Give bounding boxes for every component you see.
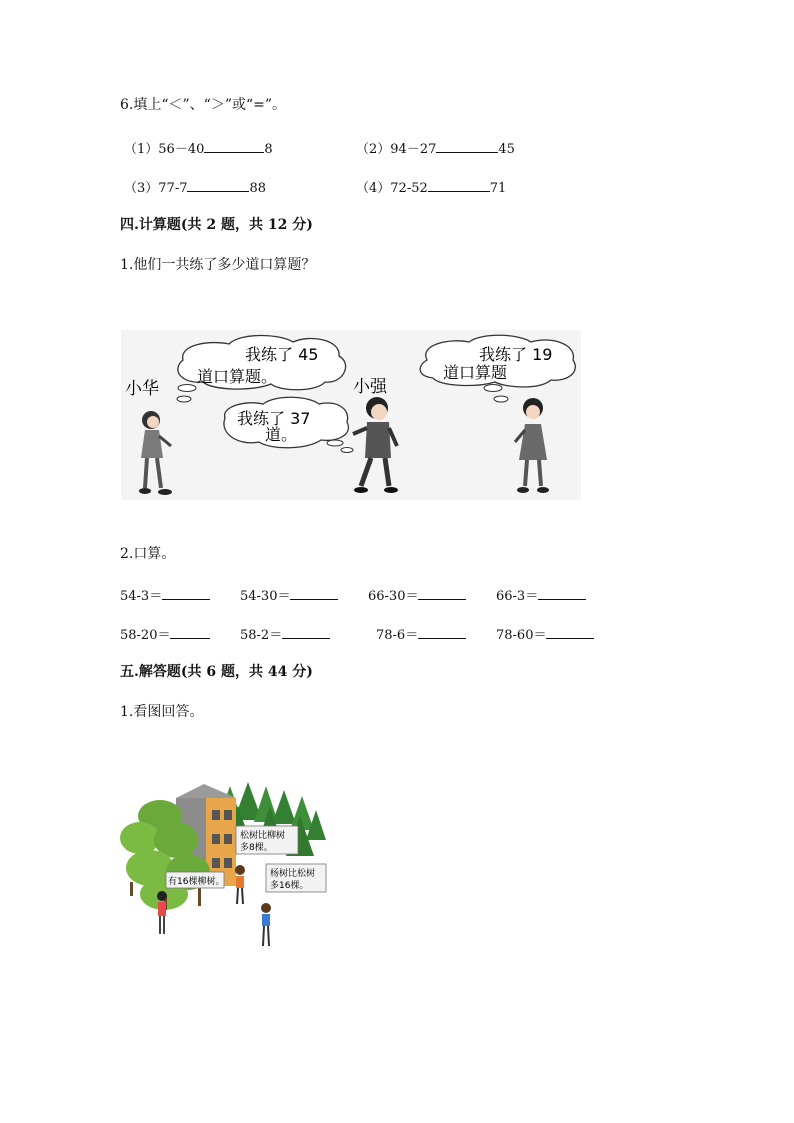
oral-calc-6 (240, 624, 330, 645)
section-5-heading: 五.解答题(共 6 题，共 44 分) (120, 664, 313, 680)
oral-calc-7-expression: 78-6＝ (376, 628, 419, 643)
bubble-right-line2: 道口算题 (443, 363, 508, 382)
section-5-question-1-title: 1.看图回答。 (120, 704, 204, 720)
oral-calc-4 (496, 585, 586, 606)
oral-calc-5 (120, 624, 210, 645)
compare-item-3-value: 88 (249, 181, 267, 196)
compare-item-4 (356, 177, 506, 198)
practice-count-illustration (121, 330, 581, 500)
bubble-middle-line1: 我练了 37 (237, 409, 311, 428)
oral-calc-2-blank[interactable] (290, 585, 338, 600)
compare-item-1 (124, 138, 273, 159)
compare-item-4-expression: （4）72-52 (356, 181, 428, 196)
bubble-pine-line1: 松树比柳树 (240, 831, 286, 841)
oral-calc-3 (368, 585, 466, 606)
section-4-question-2-title: 2.口算。 (120, 546, 176, 562)
oral-calc-3-expression: 66-30＝ (368, 589, 419, 604)
bubble-right-line1: 我练了 19 (479, 345, 553, 364)
compare-item-4-value: 71 (489, 181, 507, 196)
compare-item-1-value: 8 (264, 142, 273, 157)
compare-item-3 (124, 177, 266, 198)
bubble-left-line2: 道口算题。 (197, 367, 278, 386)
oral-calc-1 (120, 585, 210, 606)
oral-calc-1-expression: 54-3＝ (120, 589, 163, 604)
compare-item-2-expression: （2）94－27 (356, 142, 437, 157)
bubble-poplar-line2: 多16棵。 (270, 881, 309, 891)
section-4-heading: 四.计算题(共 2 题，共 12 分) (120, 217, 313, 233)
child-boy-right (261, 903, 271, 946)
section-4-question-1-title: 1.他们一共练了多少道口算题？ (120, 257, 316, 273)
oral-calc-5-blank[interactable] (170, 624, 210, 639)
compare-item-4-blank[interactable] (428, 177, 490, 192)
question-6-title: 6.填上“＜”、“＞”或“=”。 (120, 97, 287, 113)
oral-calc-8-expression: 78-60＝ (496, 628, 547, 643)
bubble-left-line1: 我练了 45 (245, 345, 319, 364)
bubble-middle-line2: 道。 (265, 425, 298, 444)
oral-calc-8-blank[interactable] (546, 624, 594, 639)
bubble-poplar-line1: 杨树比松树 (270, 869, 316, 879)
oral-calc-3-blank[interactable] (418, 585, 466, 600)
oral-calc-6-blank[interactable] (282, 624, 330, 639)
child-girl (157, 891, 167, 934)
oral-calc-5-expression: 58-20＝ (120, 628, 171, 643)
trees-illustration (120, 776, 330, 956)
oral-calc-4-blank[interactable] (538, 585, 586, 600)
compare-item-2-blank[interactable] (436, 138, 498, 153)
compare-item-1-expression: （1）56－40 (124, 142, 205, 157)
oral-calc-1-blank[interactable] (162, 585, 210, 600)
compare-item-3-expression: （3）77-7 (124, 181, 188, 196)
oral-calc-6-expression: 58-2＝ (240, 628, 283, 643)
oral-calc-7 (376, 624, 466, 645)
oral-calc-2-expression: 54-30＝ (240, 589, 291, 604)
oral-calc-8 (496, 624, 594, 645)
bubble-willow: 有16棵柳树。 (168, 877, 225, 887)
oral-calc-2 (240, 585, 338, 606)
name-label-xiaoqiang: 小强 (353, 377, 387, 397)
bubble-pine-line2: 多8棵。 (240, 843, 273, 853)
child-boy-middle (235, 865, 245, 904)
compare-item-3-blank[interactable] (187, 177, 249, 192)
compare-item-2 (356, 138, 515, 159)
oral-calc-7-blank[interactable] (418, 624, 466, 639)
oral-calc-4-expression: 66-3＝ (496, 589, 539, 604)
compare-item-1-blank[interactable] (204, 138, 264, 153)
compare-item-2-value: 45 (498, 142, 515, 157)
name-label-xiaohua: 小华 (125, 379, 159, 399)
